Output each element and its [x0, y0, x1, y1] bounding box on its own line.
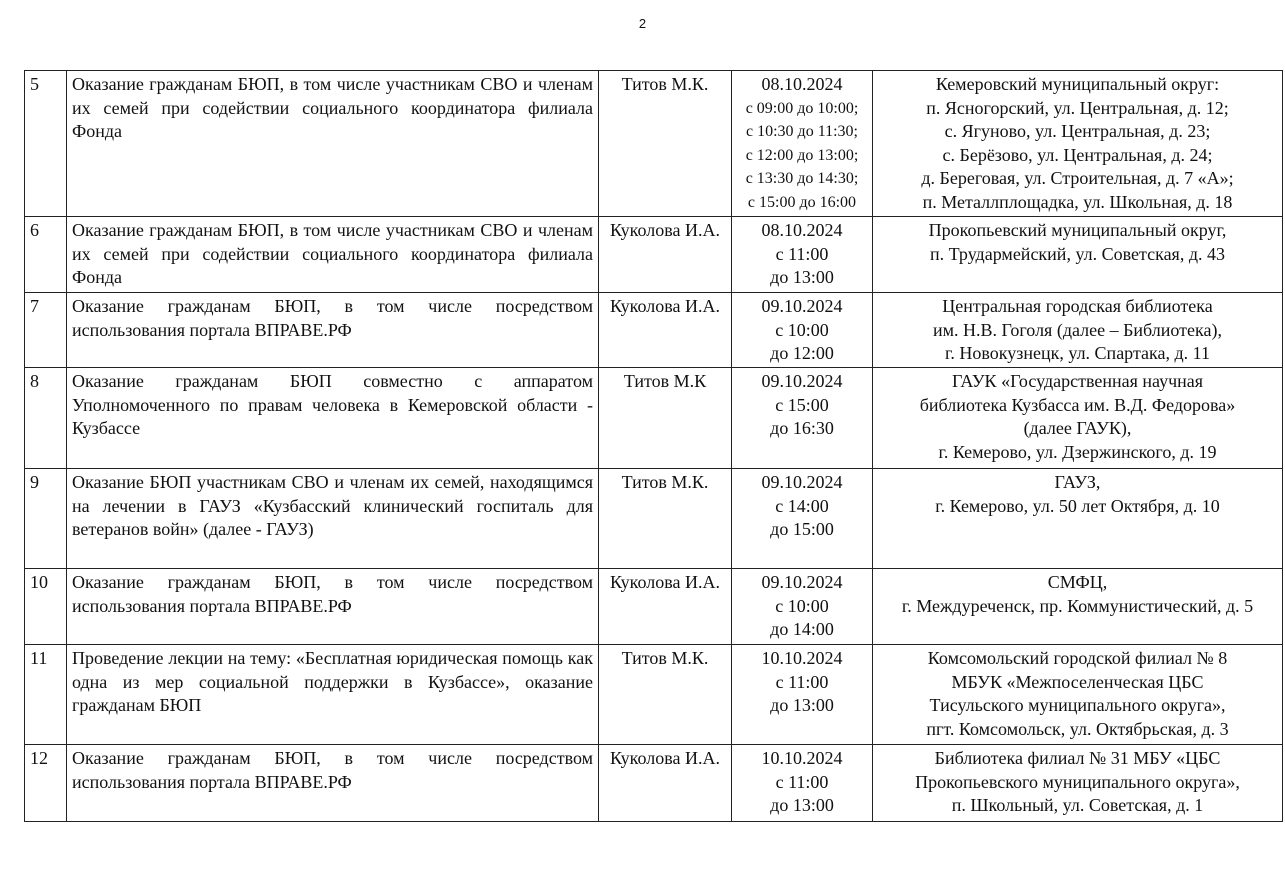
event-time: с 15:00 до 16:00	[747, 193, 857, 211]
location-line: Библиотека филиал № 31 МБУ «ЦБС	[934, 748, 1221, 768]
row-number: 7	[25, 293, 67, 368]
responsible-person: Куколова И.А.	[599, 293, 732, 368]
event-time: до 16:30	[770, 418, 834, 438]
location-line: ГАУЗ,	[1054, 472, 1101, 492]
location-line: п. Трудармейский, ул. Советская, д. 43	[929, 243, 1225, 264]
event-time: до 14:00	[770, 619, 834, 639]
event-description: Оказание гражданам БЮП, в том числе посредством использования портала ВПРАВЕ.РФ	[67, 293, 599, 368]
location-line: с. Берёзово, ул. Центральная, д. 24;	[942, 144, 1213, 165]
responsible-person: Титов М.К	[599, 368, 732, 469]
event-date: 09.10.2024	[761, 371, 843, 391]
event-time: с 11:00	[775, 671, 829, 692]
event-time: с 14:00	[775, 495, 829, 516]
responsible-person: Куколова И.А.	[599, 217, 732, 293]
event-datetime	[732, 368, 873, 469]
event-location	[873, 293, 1283, 368]
event-date: 10.10.2024	[761, 648, 843, 668]
event-time: с 09:00 до 10:00;	[745, 99, 859, 117]
row-number: 6	[25, 217, 67, 293]
event-time: до 13:00	[770, 267, 834, 287]
event-datetime	[732, 645, 873, 745]
row-number: 10	[25, 569, 67, 645]
event-time: с 11:00	[775, 243, 829, 264]
row-number: 5	[25, 71, 67, 217]
location-line: Кемеровский муниципальный округ:	[935, 74, 1220, 94]
location-line: п. Металлплощадка, ул. Школьная, д. 18	[922, 191, 1233, 212]
event-location	[873, 71, 1283, 217]
event-time: до 12:00	[770, 343, 834, 363]
responsible-person: Титов М.К.	[599, 469, 732, 569]
location-line: библиотека Кузбасса им. В.Д. Федорова»	[919, 394, 1236, 415]
row-number: 12	[25, 745, 67, 822]
responsible-person: Титов М.К.	[599, 645, 732, 745]
event-time: с 10:00	[775, 595, 829, 616]
event-datetime	[732, 71, 873, 217]
responsible-person: Куколова И.А.	[599, 745, 732, 822]
table-row	[25, 71, 1283, 217]
event-description: Проведение лекции на тему: «Бесплатная юридическая помощь как одна из мер социальной поддержки в Кузбассе», оказание гражданам БЮП	[67, 645, 599, 745]
location-line: МБУК «Межпоселенческая ЦБС	[951, 671, 1204, 692]
event-date: 09.10.2024	[761, 572, 843, 592]
event-location	[873, 368, 1283, 469]
event-date: 10.10.2024	[761, 748, 843, 768]
event-location	[873, 645, 1283, 745]
table-row	[25, 745, 1283, 822]
responsible-person: Куколова И.А.	[599, 569, 732, 645]
event-date: 08.10.2024	[761, 220, 843, 240]
location-line: г. Новокузнецк, ул. Спартака, д. 11	[945, 343, 1210, 363]
row-number: 11	[25, 645, 67, 745]
location-line: Комсомольский городской филиал № 8	[927, 648, 1228, 668]
event-time: с 10:30 до 11:30;	[746, 123, 858, 141]
event-description: Оказание гражданам БЮП, в том числе участникам СВО и членам их семей при содействии социального координатора филиала Фонда	[67, 71, 599, 217]
table-row	[25, 293, 1283, 368]
event-location	[873, 469, 1283, 569]
location-line: г. Кемерово, ул. 50 лет Октября, д. 10	[935, 495, 1220, 516]
location-line: п. Ясногорский, ул. Центральная, д. 12;	[926, 97, 1229, 118]
event-time: с 15:00	[775, 394, 829, 415]
row-number: 8	[25, 368, 67, 469]
page-number: 2	[638, 16, 647, 31]
location-line: г. Междуреченск, пр. Коммунистический, д. 5	[901, 595, 1254, 616]
table-row	[25, 368, 1283, 469]
event-datetime	[732, 293, 873, 368]
event-location	[873, 217, 1283, 293]
table-row	[25, 217, 1283, 293]
location-line: СМФЦ,	[1047, 572, 1108, 592]
event-description: Оказание гражданам БЮП, в том числе посредством использования портала ВПРАВЕ.РФ	[67, 745, 599, 822]
location-line: им. Н.В. Гоголя (далее – Библиотека),	[933, 319, 1222, 340]
event-description: Оказание гражданам БЮП совместно с аппаратом Уполномоченного по правам человека в Кемеровской области - Кузбассе	[67, 368, 599, 469]
event-datetime	[732, 217, 873, 293]
event-description: Оказание гражданам БЮП, в том числе участникам СВО и членам их семей при содействии социального координатора филиала Фонда	[67, 217, 599, 293]
table-row	[25, 569, 1283, 645]
event-time: с 10:00	[775, 319, 829, 340]
event-date: 09.10.2024	[761, 472, 843, 492]
event-time: с 13:30 до 14:30;	[745, 170, 859, 188]
event-time: с 12:00 до 13:00;	[745, 146, 859, 164]
location-line: г. Кемерово, ул. Дзержинского, д. 19	[938, 441, 1217, 462]
location-line: (далее ГАУК),	[1023, 418, 1132, 438]
event-description: Оказание БЮП участникам СВО и членам их семей, находящимся на лечении в ГАУЗ «Кузбасский клинический госпиталь для ветеранов войн» (далее - ГАУЗ)	[67, 469, 599, 569]
location-line: Центральная городская библиотека	[942, 296, 1213, 316]
location-line: пгт. Комсомольск, ул. Октябрьская, д. 3	[926, 718, 1229, 739]
location-line: Прокопьевский муниципальный округ,	[928, 220, 1227, 240]
table-row	[25, 645, 1283, 745]
event-time: до 13:00	[770, 695, 834, 715]
event-datetime	[732, 569, 873, 645]
location-line: с. Ягуново, ул. Центральная, д. 23;	[944, 121, 1211, 141]
responsible-person: Титов М.К.	[599, 71, 732, 217]
event-date: 08.10.2024	[761, 74, 843, 94]
event-time: до 13:00	[770, 795, 834, 815]
event-location	[873, 745, 1283, 822]
location-line: д. Береговая, ул. Строительная, д. 7 «А»;	[921, 168, 1234, 188]
location-line: Тисульского муниципального округа»,	[929, 695, 1226, 715]
events-table	[24, 70, 1283, 822]
event-description: Оказание гражданам БЮП, в том числе посредством использования портала ВПРАВЕ.РФ	[67, 569, 599, 645]
location-line: п. Школьный, ул. Советская, д. 1	[951, 795, 1204, 815]
event-datetime	[732, 469, 873, 569]
event-date: 09.10.2024	[761, 296, 843, 316]
event-location	[873, 569, 1283, 645]
location-line: ГАУК «Государственная научная	[951, 371, 1204, 391]
event-datetime	[732, 745, 873, 822]
event-time: до 15:00	[770, 519, 834, 539]
event-time: с 11:00	[775, 771, 829, 792]
row-number: 9	[25, 469, 67, 569]
location-line: Прокопьевского муниципального округа»,	[915, 771, 1240, 792]
table-row	[25, 469, 1283, 569]
